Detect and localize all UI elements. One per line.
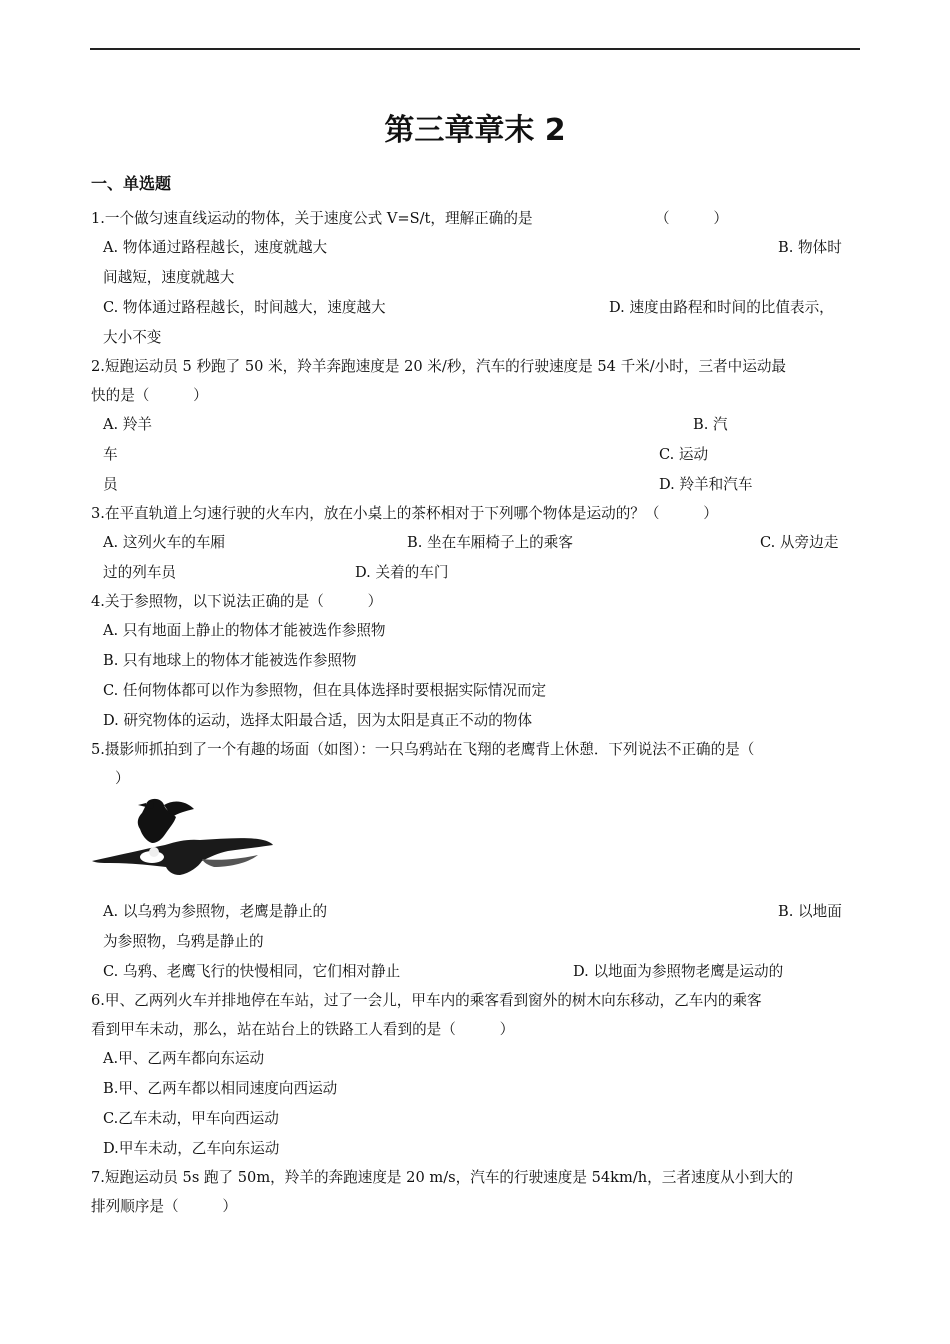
- q3-option-b: B. 坐在车厢椅子上的乘客: [407, 534, 573, 551]
- q5-option-b-cont: 为参照物，乌鸦是静止的: [103, 933, 264, 950]
- q2-option-a: A. 羚羊: [103, 416, 153, 433]
- page-title: 第三章章末 2: [384, 113, 566, 148]
- question-7-stem-cont: 排列顺序是（ ）: [91, 1198, 237, 1215]
- q4-option-c: C. 任何物体都可以作为参照物，但在具体选择时要根据实际情况而定: [103, 682, 547, 699]
- q3-option-a: A. 这列火车的车厢: [103, 534, 225, 551]
- q6-option-b: B.甲、乙两车都以相同速度向西运动: [103, 1080, 338, 1097]
- question-6-stem-cont: 看到甲车未动，那么，站在站台上的铁路工人看到的是（ ）: [91, 1021, 515, 1038]
- q1-option-d-cont: 大小不变: [103, 329, 162, 346]
- q4-option-d: D. 研究物体的运动，选择太阳最合适，因为太阳是真正不动的物体: [103, 712, 533, 729]
- question-4-stem: 4.关于参照物，以下说法正确的是（ ）: [91, 593, 383, 610]
- question-7-stem: 7.短跑运动员 5s 跑了 50m，羚羊的奔跑速度是 20 m/s，汽车的行驶速度是 54km/h，三者速度从小到大的: [91, 1169, 794, 1186]
- question-3-stem: 3.在平直轨道上匀速行驶的火车内，放在小桌上的茶杯相对于下列哪个物体是运动的？（ ）: [91, 505, 718, 522]
- q5-option-a: A. 以乌鸦为参照物，老鹰是静止的: [103, 903, 328, 920]
- q3-option-c: C. 从旁边走: [760, 534, 839, 551]
- section-heading: 一、单选题: [91, 174, 172, 193]
- question-2-stem: 2.短跑运动员 5 秒跑了 50 米，羚羊奔跑速度是 20 米/秒，汽车的行驶速度是 54 千米/小时，三者中运动最: [91, 358, 787, 375]
- q1-option-a: A. 物体通过路程越长，速度就越大: [103, 239, 328, 256]
- crow-on-eagle-image: [90, 795, 275, 880]
- question-5-stem-cont: ）: [115, 770, 130, 787]
- question-5-stem: 5.摄影师抓拍到了一个有趣的场面（如图）：一只乌鸦站在飞翔的老鹰背上休憩．下列说法不正确的是（: [91, 741, 755, 758]
- q5-option-d: D. 以地面为参照物老鹰是运动的: [573, 963, 784, 980]
- q6-option-d: D.甲车未动，乙车向东运动: [103, 1140, 280, 1157]
- crow-shape: [138, 799, 194, 843]
- q4-option-b: B. 只有地球上的物体才能被选作参照物: [103, 652, 357, 669]
- q2-option-b: B. 汽: [693, 416, 728, 433]
- q2-option-c: C. 运动: [659, 446, 709, 463]
- q6-option-c: C.乙车未动，甲车向西运动: [103, 1110, 279, 1127]
- question-2-stem-cont: 快的是（ ）: [91, 387, 208, 404]
- eagle-shape: [92, 838, 273, 875]
- q3-option-d: D. 关着的车门: [355, 564, 449, 581]
- q1-option-b-cont: 间越短，速度就越大: [103, 269, 235, 286]
- q5-option-b: B. 以地面: [778, 903, 842, 920]
- q1-option-d: D. 速度由路程和时间的比值表示，: [609, 299, 834, 316]
- question-1-stem: 1.一个做匀速直线运动的物体，关于速度公式 V=S/t，理解正确的是: [91, 210, 533, 227]
- q2-option-b-cont: 车: [103, 446, 118, 463]
- q1-option-b: B. 物体时: [778, 239, 842, 256]
- header-rule: [90, 48, 860, 50]
- q3-option-c-cont: 过的列车员: [103, 564, 176, 581]
- q4-option-a: A. 只有地面上静止的物体才能被选作参照物: [103, 622, 386, 639]
- question-6-stem: 6.甲、乙两列火车并排地停在车站，过了一会儿，甲车内的乘客看到窗外的树木向东移动，乙车内的乘客: [91, 992, 762, 1009]
- question-1-bracket: （ ）: [655, 210, 728, 227]
- q2-option-c-cont: 员: [103, 476, 118, 493]
- q6-option-a: A.甲、乙两车都向东运动: [103, 1050, 265, 1067]
- q1-option-c: C. 物体通过路程越长，时间越大，速度越大: [103, 299, 386, 316]
- q5-option-c: C. 乌鸦、老鹰飞行的快慢相同，它们相对静止: [103, 963, 401, 980]
- q2-option-d: D. 羚羊和汽车: [659, 476, 753, 493]
